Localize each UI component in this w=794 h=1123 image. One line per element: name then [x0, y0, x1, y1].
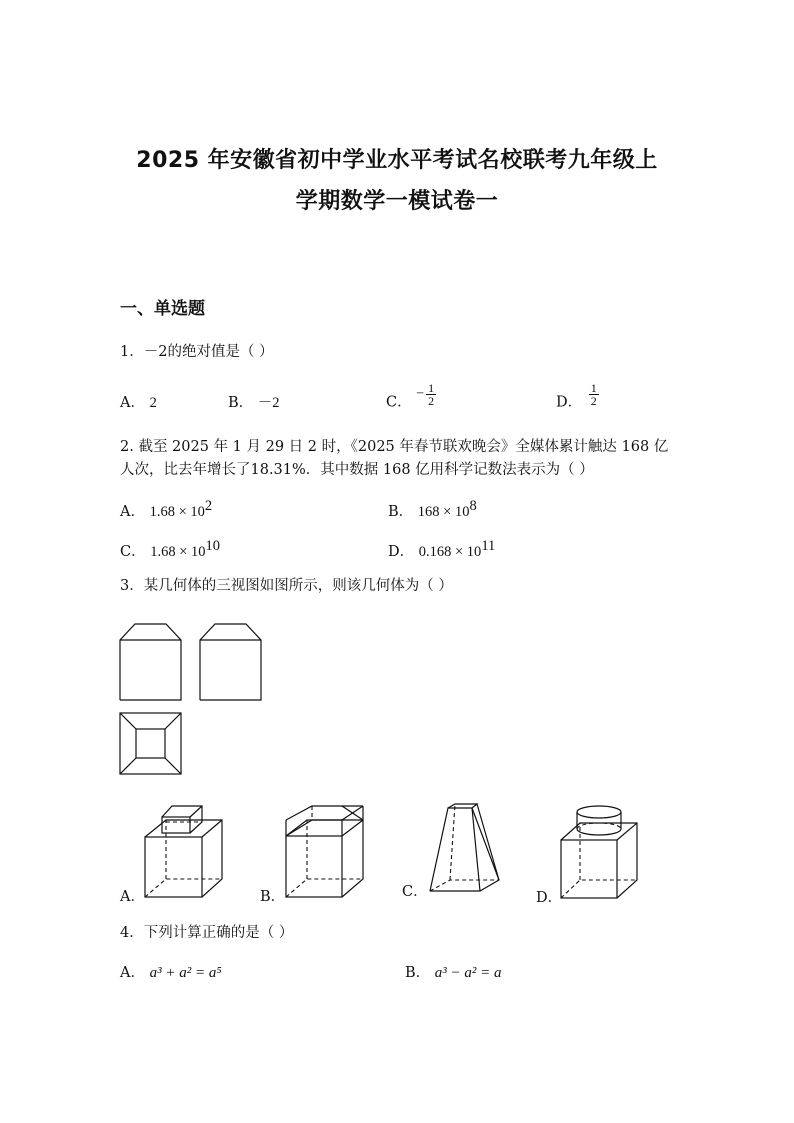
- option-letter: B．: [388, 504, 414, 520]
- option-base: 1.68 × 10: [149, 504, 205, 520]
- option-letter: A．: [120, 504, 145, 520]
- option-exponent: 11: [481, 538, 496, 554]
- option-expression: a³ − a² = a: [434, 965, 502, 981]
- q3-option-d[interactable]: D．: [536, 890, 563, 906]
- option-expression: a³ + a² = a⁵: [149, 965, 222, 981]
- option-base: 168 × 10: [417, 504, 470, 520]
- q4-option-b[interactable]: [405, 961, 502, 982]
- fraction-denominator: 2: [428, 394, 435, 408]
- document-title-line1: 2025 年安徽省初中学业水平考试名校联考九年级上: [136, 148, 658, 173]
- document-title-line2: 学期数学一模试卷一: [295, 189, 499, 214]
- option-letter: B．: [228, 395, 254, 411]
- option-exponent: 8: [469, 498, 477, 514]
- q3-option-b[interactable]: B．: [260, 889, 286, 905]
- fraction-numerator: 1: [428, 381, 435, 395]
- option-exponent: 10: [205, 538, 221, 554]
- option-value: 2: [149, 395, 157, 411]
- option-letter: A．: [120, 965, 145, 981]
- q4-option-a[interactable]: [120, 961, 222, 982]
- question-2-line1: 2. 截至 2025 年 1 月 29 日 2 时，《2025 年春节联欢晚会》全媒体累计触达 168 亿: [120, 439, 669, 455]
- option-exponent: 2: [204, 498, 213, 514]
- q3-option-a[interactable]: A．: [120, 889, 145, 905]
- question-2-line2: 人次，比去年增长了18.31%．其中数据 168 亿用科学记数法表示为（ ）: [120, 462, 594, 478]
- option-letter: A．: [120, 395, 145, 411]
- fraction-denominator: 2: [590, 394, 597, 408]
- option-letter: C．: [386, 394, 412, 411]
- question-3-stem: 3．某几何体的三视图如图所示，则该几何体为（ ）: [120, 578, 453, 594]
- q3-option-c[interactable]: C．: [402, 884, 428, 900]
- section-heading-single-choice: 一、单选题: [120, 299, 205, 319]
- option-letter: B．: [405, 965, 431, 981]
- option-value: －2: [257, 395, 280, 411]
- option-base: 1.68 × 10: [150, 544, 206, 560]
- option-letter: D．: [388, 544, 415, 560]
- question-1-stem: 1．－2的绝对值是（ ）: [120, 344, 274, 360]
- option-sign: −: [416, 386, 425, 402]
- option-base: 0.168 × 10: [418, 544, 482, 560]
- question-4-stem: 4．下列计算正确的是（ ）: [120, 925, 294, 941]
- fraction-numerator: 1: [590, 381, 597, 395]
- option-letter: D．: [556, 394, 583, 411]
- option-letter: C．: [120, 544, 146, 560]
